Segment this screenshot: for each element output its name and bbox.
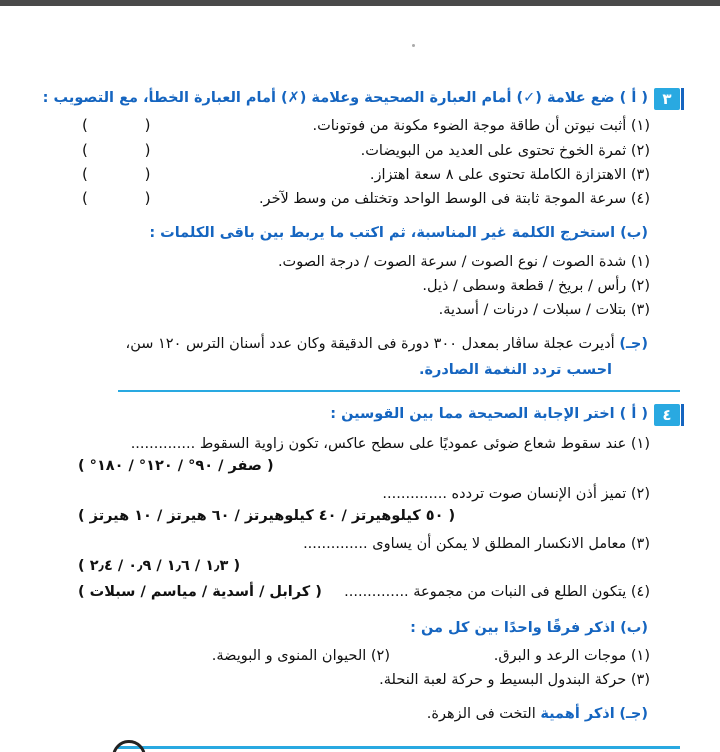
question-3-badge: ٣ [654, 88, 680, 110]
q3-a-item-2: (٢) ثمرة الخوخ تحتوى على العديد من البويضات. [360, 143, 650, 159]
q3-c-question: احسب تردد النغمة الصادرة. [418, 362, 612, 378]
q3-a-answer-1[interactable]: ( ) [82, 116, 177, 134]
q3-b-title: (ب) استخرج الكلمة غير المناسبة، ثم اكتب ما يربط بين باقى الكلمات : [149, 225, 648, 241]
q3-b-item-2: (٢) رأس / بريخ / قطعة وسطى / ذيل. [422, 278, 650, 294]
q4-a-item-2: (٢) تميز أذن الإنسان صوت تردده .............. [382, 486, 650, 502]
q3-b-item-3: (٣) بتلات / سبلات / درنات / أسدية. [438, 302, 650, 318]
q4-a-choices-2: ( ٥٠ كيلوهيرتز / ٤٠ كيلوهيرتز / ٦٠ هيرتز / ١٠ هيرتز ) [78, 508, 456, 524]
q4-b-item-3: (٣) حركة البندول البسيط و حركة لعبة النحلة. [379, 672, 650, 688]
q3-a-item-1: (١) أثبت نيوتن أن طاقة موجة الضوء مكونة من فوتونات. [312, 118, 650, 134]
q4-a-item-4: (٤) يتكون الطلع فى النبات من مجموعة .............. [344, 584, 650, 600]
q3-a-title: ( أ ) ضع علامة (✓) أمام العبارة الصحيحة وعلامة (✗) أمام العبارة الخطأ، مع التصويب : [42, 90, 648, 106]
top-bar [0, 0, 720, 6]
q4-a-item-1: (١) عند سقوط شعاع ضوئى عموديًا على سطح عاكس، تكون زاوية السقوط .............. [130, 436, 650, 452]
badge-edge [681, 404, 684, 426]
bottom-circle-edge [112, 740, 146, 752]
question-4-badge: ٤ [654, 404, 680, 426]
badge-edge [681, 88, 684, 110]
q4-a-choices-3: ( ١٫٣ / ١٫٦ / ٠٫٩ / ٢٫٤ ) [78, 558, 241, 574]
q3-c-line [60, 336, 648, 352]
q4-c-rest: التخت فى الزهرة. [426, 706, 536, 722]
q3-c-label: (جـ) [619, 336, 648, 352]
q4-a-choices-1: ( صفر / ٩٠° / ١٢٠° / ١٨٠° ) [78, 458, 274, 474]
q4-b-item-1: (١) موجات الرعد و البرق. [493, 648, 650, 664]
bottom-border [118, 746, 680, 749]
q3-a-answer-2[interactable]: ( ) [82, 141, 177, 159]
q4-b-title: (ب) اذكر فرقًا واحدًا بين كل من : [410, 620, 648, 636]
q4-a-choices-4: ( كرابل / أسدية / مياسم / سبلات ) [78, 584, 322, 600]
q3-a-item-3: (٣) الاهتزازة الكاملة تحتوى على ٨ سعة اهتزاز. [369, 167, 650, 183]
q3-b-item-1: (١) شدة الصوت / نوع الصوت / سرعة الصوت / درجة الصوت. [277, 254, 650, 270]
q4-b-item-2: (٢) الحيوان المنوى و البويضة. [211, 648, 390, 664]
speck [412, 44, 415, 47]
q4-a-item-3: (٣) معامل الانكسار المطلق لا يمكن أن يساوى .............. [303, 536, 650, 552]
q4-c-text: اذكر أهمية [540, 706, 615, 722]
q3-c-text: أديرت عجلة ساڤار بمعدل ٣٠٠ دورة فى الدقيقة وكان عدد أسنان الترس ١٢٠ سن، [125, 336, 615, 352]
section-divider [118, 390, 680, 392]
q3-a-item-4: (٤) سرعة الموجة ثابتة فى الوسط الواحد وتختلف من وسط لآخر. [258, 191, 650, 207]
q4-c-label: (جـ) [619, 706, 648, 722]
q3-a-answer-3[interactable]: ( ) [82, 165, 177, 183]
q3-a-answer-4[interactable]: ( ) [82, 189, 177, 207]
q4-a-title: ( أ ) اختر الإجابة الصحيحة مما بين القوسين : [330, 406, 648, 422]
q4-c-line [60, 706, 648, 722]
